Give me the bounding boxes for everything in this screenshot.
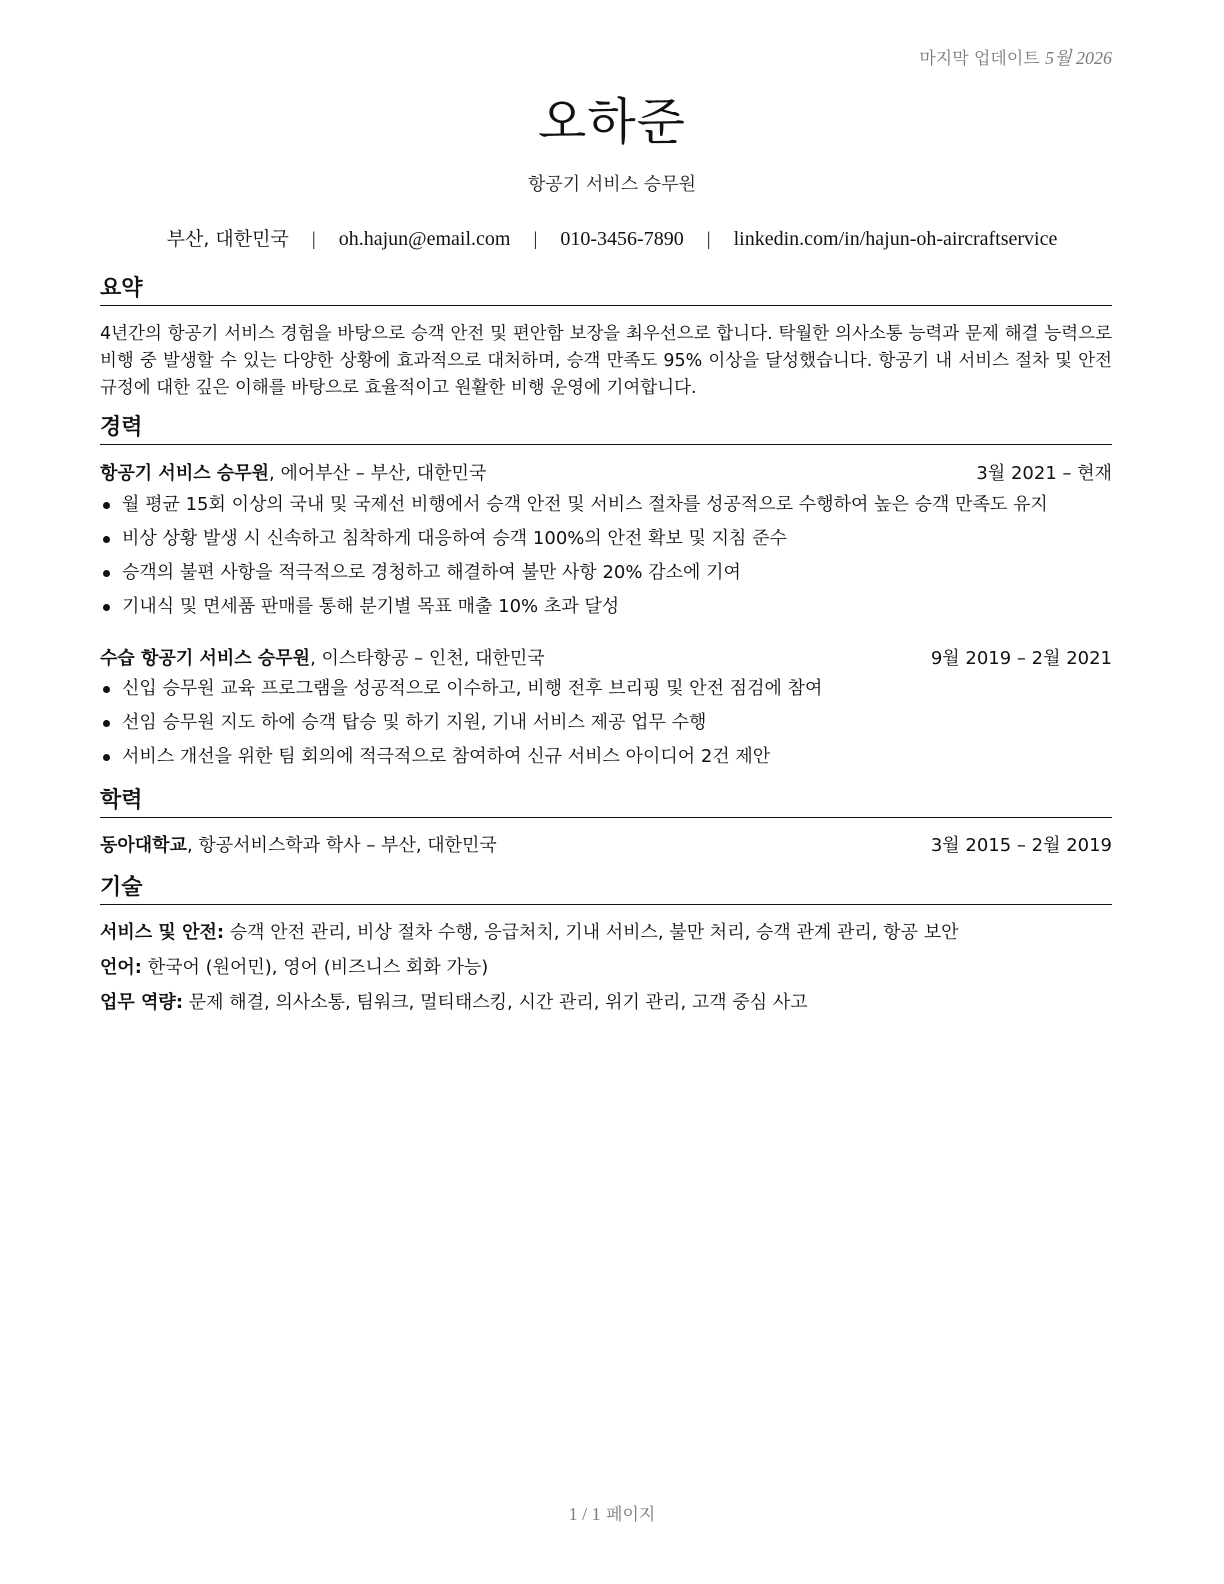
job-role: 항공기 서비스 승무원 [100, 463, 270, 484]
contact-separator: | [533, 229, 538, 250]
section-title-summary: 요약 [100, 276, 1112, 306]
skill-label: 언어: [100, 957, 142, 978]
skill-row [100, 920, 1112, 946]
page-footer [0, 1500, 1224, 1525]
education-date: 3월 2015 – 2월 2019 [930, 835, 1112, 856]
contact-linkedin[interactable]: linkedin.com/in/hajun-oh-aircraftservice [733, 228, 1058, 250]
job-bullet: 비상 상황 발생 시 신속하고 침착하게 대응하여 승객 100%의 안전 확보 및 지침 준수 [100, 526, 1112, 560]
contact-phone: 010-3456-7890 [560, 228, 684, 250]
job-bullet: 승객의 불편 사항을 적극적으로 경청하고 해결하여 불만 사항 20% 감소에 기여 [100, 560, 1112, 594]
contact-separator: | [706, 229, 711, 250]
contact-separator: | [311, 229, 316, 250]
skill-value: 한국어 (원어민), 영어 (비즈니스 회화 가능) [141, 957, 489, 978]
section-title-experience: 경력 [100, 415, 1112, 445]
page-number: 1 / 1 [568, 1504, 601, 1524]
summary-text: 4년간의 항공기 서비스 경험을 바탕으로 승객 안전 및 편안함 보장을 최우선으로 합니다. 탁월한 의사소통 능력과 문제 해결 능력으로 비행 중 발생할 수 있는 다양한 상황에 효과적으로 대처하며, 승객 만족도 95% 이상을 달성했습니다. 항공기 내 서비스 절차 및 안전 규정에 대한 깊은 이해를 바탕으로 효율적이고 원활한 비행 운영에 기여합니다. [100, 324, 1112, 398]
skill-label: 업무 역량: [100, 992, 184, 1013]
education-school: 동아대학교 [100, 835, 187, 856]
candidate-headline: 항공기 서비스 승무원 [528, 174, 696, 195]
job-bullet: 선임 승무원 지도 하에 승객 탑승 및 하기 지원, 기내 서비스 제공 업무 수행 [100, 710, 1112, 744]
education-entry [100, 833, 1112, 859]
job-bullet: 신입 승무원 교육 프로그램을 성공적으로 이수하고, 비행 전후 브리핑 및 안전 점검에 참여 [100, 676, 1112, 710]
job-bullet: 기내식 및 면세품 판매를 통해 분기별 목표 매출 10% 초과 달성 [100, 594, 1112, 628]
section-title-education: 학력 [100, 788, 1112, 818]
candidate-name: 오하준 [538, 93, 686, 151]
job-role: 수습 항공기 서비스 승무원 [100, 648, 311, 669]
skill-value: 승객 안전 관리, 비상 절차 수행, 응급처치, 기내 서비스, 불만 처리, 승객 관계 관리, 항공 보안 [224, 922, 959, 943]
contact-location: 부산, 대한민국 [166, 228, 289, 250]
skill-value: 문제 해결, 의사소통, 팀워크, 멀티태스킹, 시간 관리, 위기 관리, 고객 중심 사고 [183, 992, 808, 1013]
skill-row [100, 990, 1112, 1016]
job-org: , 이스타항공 – 인천, 대한민국 [310, 648, 545, 669]
last-updated-label: 마지막 업데이트 [919, 49, 1040, 69]
job-bullet-list [100, 676, 1112, 778]
job-heading [100, 461, 1112, 487]
education-detail: , 항공서비스학과 학사 – 부산, 대한민국 [186, 835, 497, 856]
job-bullet-list [100, 492, 1112, 628]
page-label: 페이지 [606, 1505, 656, 1525]
job-date: 3월 2021 – 현재 [976, 463, 1112, 484]
job-bullet: 월 평균 15회 이상의 국내 및 국제선 비행에서 승객 안전 및 서비스 절차를 성공적으로 수행하여 높은 승객 만족도 유지 [100, 492, 1112, 526]
section-title-skills: 기술 [100, 875, 1112, 905]
job-bullet: 서비스 개선을 위한 팀 회의에 적극적으로 참여하여 신규 서비스 아이디어 2건 제안 [100, 744, 1112, 778]
skill-row [100, 955, 1112, 981]
last-updated-date: 5월 2026 [1045, 48, 1112, 68]
job-date: 9월 2019 – 2월 2021 [930, 648, 1112, 669]
job-heading [100, 646, 1112, 672]
last-updated [919, 44, 1112, 70]
job-org: , 에어부산 – 부산, 대한민국 [269, 463, 487, 484]
skill-label: 서비스 및 안전: [100, 922, 225, 943]
contact-email[interactable]: oh.hajun@email.com [338, 228, 511, 250]
contact-line [0, 224, 1224, 251]
